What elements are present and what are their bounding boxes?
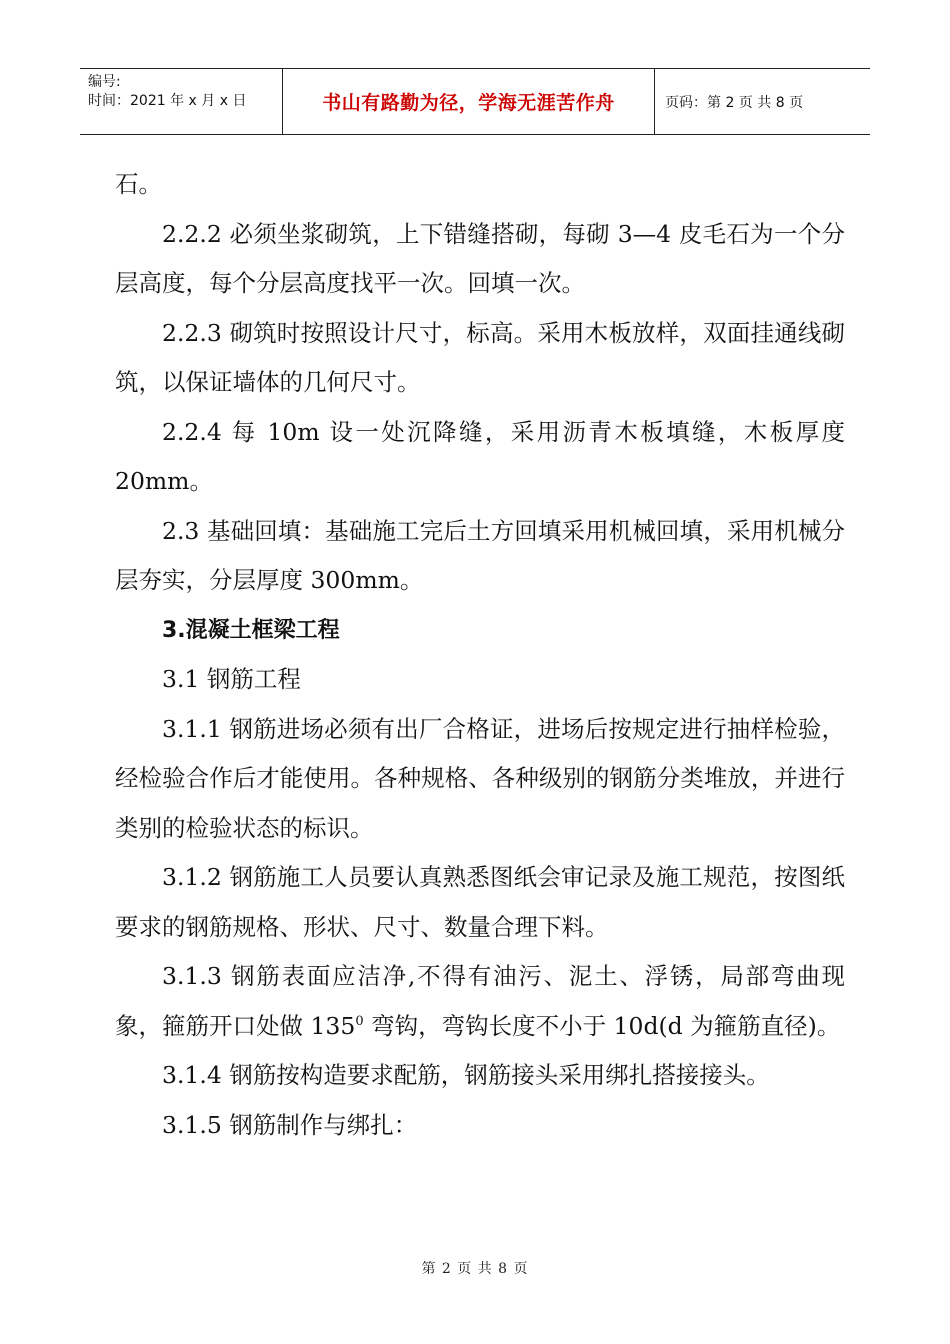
paragraph: 2.2.2 必须坐浆砌筑，上下错缝搭砌，每砌 3—4 皮毛石为一个分层高度，每个分层高度找平一次。回填一次。: [115, 219, 845, 297]
time-label: 时间：2021 年 x 月 x 日: [88, 93, 247, 109]
paragraph: 2.2.3 砌筑时按照设计尺寸，标高。采用木板放样，双面挂通线砌筑，以保证墙体的几何尺寸。: [115, 318, 845, 396]
document-header: [80, 68, 870, 135]
paragraph: 3.1.1 钢筋进场必须有出厂合格证，进场后按规定进行抽样检验，经检验合作后才能使用。各种规格、各种级别的钢筋分类堆放，并进行类别的检验状态的标识。: [115, 714, 845, 842]
subsection-heading: 3.1 钢筋工程: [162, 665, 301, 693]
paragraph: 3.1.4 钢筋按构造要求配筋，钢筋接头采用绑扎搭接接头。: [162, 1061, 770, 1089]
page-footer: 第 2 页 共 8 页: [421, 1261, 529, 1277]
paragraph-text: 弯钩，弯钩长度不小于 10d(d 为箍筋直径)。: [363, 1011, 841, 1040]
paragraph: 石。: [115, 170, 162, 198]
paragraph: 2.3 基础回填：基础施工完后土方回填采用机械回填，采用机械分层夯实，分层厚度 300mm。: [115, 516, 845, 594]
paragraph: 3.1.2 钢筋施工人员要认真熟悉图纸会审记录及施工规范，按图纸要求的钢筋规格、形状、尺寸、数量合理下料。: [115, 863, 845, 941]
header-motto: 书山有路勤为径，学海无涯苦作舟: [283, 69, 655, 134]
header-page-code: 页码：第 2 页 共 8 页: [665, 94, 804, 111]
paragraph-text: 3.1.3 钢筋表面应洁净,不得有油污、泥土、浮锈，局部弯曲现象，箍筋开口处做 135: [115, 962, 845, 1040]
number-label: 编号:: [88, 74, 121, 90]
paragraph: [115, 952, 845, 1051]
paragraph: 3.1.5 钢筋制作与绑扎：: [162, 1110, 418, 1139]
header-meta: [80, 69, 283, 134]
document-body: [115, 160, 845, 1150]
section-heading: 3.混凝土框梁工程: [162, 617, 340, 643]
paragraph: 2.2.4 每 10m 设一处沉降缝，采用沥青木板填缝，木板厚度 20mm。: [115, 417, 845, 495]
degree-superscript: 0: [355, 1013, 364, 1029]
